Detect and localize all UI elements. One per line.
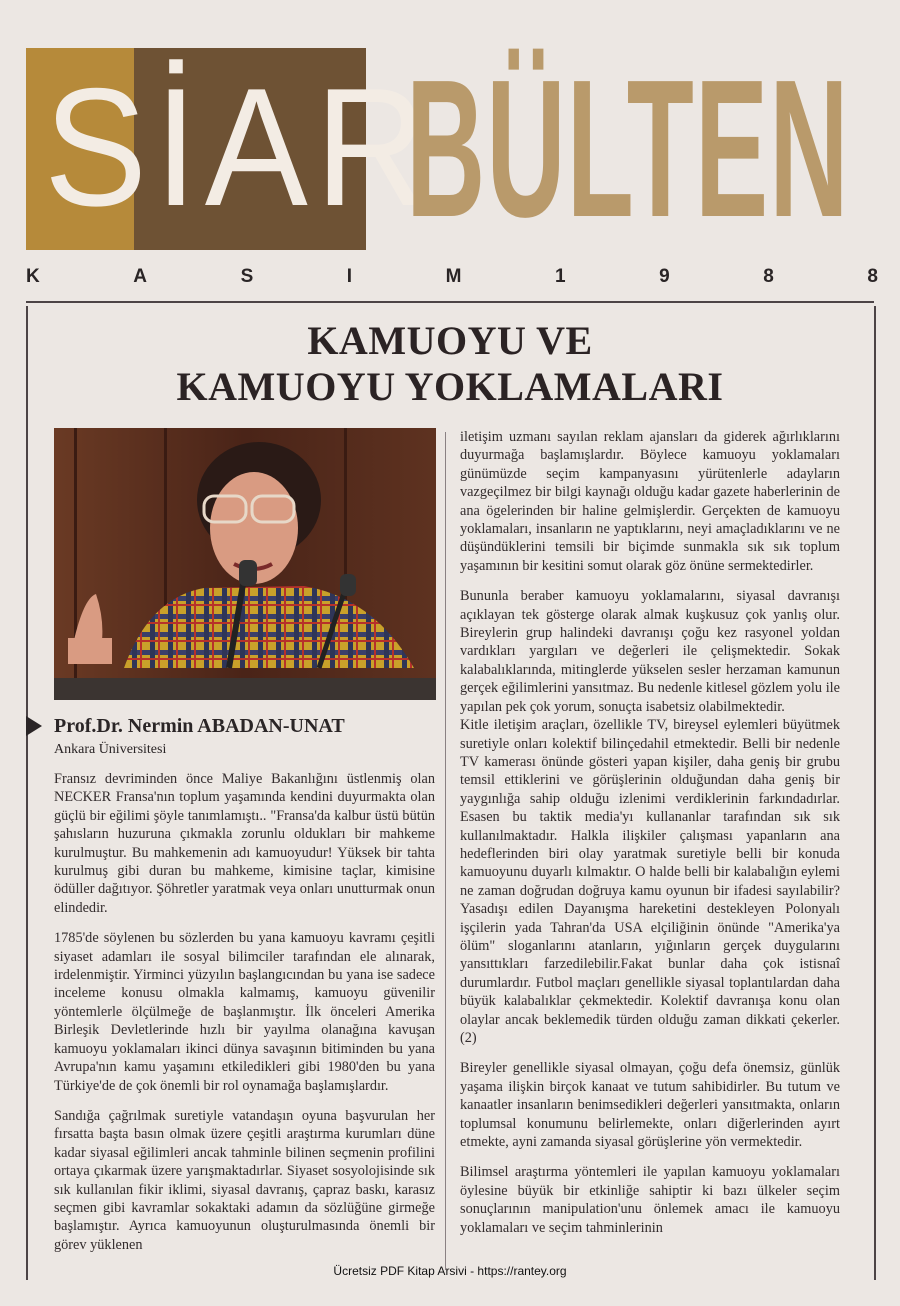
article-headline — [60, 318, 840, 410]
author-photo — [54, 428, 436, 700]
paragraph: Fransız devriminden önce Maliye Bakanlığını üstlenmiş olan NECKER Fransa'nın toplum yaşamında kendini duyurmakta olan güçlü bir eğilimi şöyle tanımlamıştı.. "Fransa'da kalbur üstü bütün şahısların huzuruna çıkmakla zorunlu oldukları bir mahkeme kurulmuştur. Bu mahkemenin adı kamuoyudur! Yüksek bir tahta kurulmuş gibi duran bu mahkeme, kimisine taçlar, kimisine ödüller dağıtıyor. Şöhretler yaratmak veya onları unutturmak onun elindedir. — [54, 771, 435, 916]
left-column — [54, 770, 435, 1266]
paragraph: Bireyler genellikle siyasal olmayan, çoğu defa önemsiz, günlük yaşama ilişkin birçok kanaat ve tutum sahibidirler. Bu tutum ve kanaatler insanların benimsedikleri değerleri yansıtmakta, onların toplumsal konumunu belirlemekte, onları diğerlerinden ayırt etmekte, ayni zamanda siyasal görüşlerine yön vermektedir. — [460, 1060, 840, 1151]
masthead-rule — [26, 301, 874, 303]
bulletin-title-block — [406, 39, 876, 258]
dateline-letter: 9 — [659, 266, 670, 287]
issue-dateline — [26, 264, 878, 290]
bulletin-title: BÜLTEN — [406, 39, 850, 258]
dateline-letter: 8 — [867, 266, 878, 287]
dateline-letter: 8 — [763, 266, 774, 287]
paragraph: iletişim uzmanı sayılan reklam ajansları da giderek ağırlıklarını duyurmağa başlamışlardır. Böylece kamuoyu yoklamaları günümüzde seçim kampanyasını yürütenlerle adayların vazgeçilmez bir bilgi kaynağı olduğu kadar gazete haberlerinin de ana ögelerinden bir haline gelmişlerdir. Gerçekten de kamuoyu yoklamaları, insanların ne yaptıklarını, neyi amaçladıklarını ve ne düşündüklerini temsili bir biçimde sunmakla sık sık toplum yaşamının bir kesitini somut olarak göz önüne sermektedirler. — [460, 429, 840, 574]
paragraph: Bununla beraber kamuoyu yoklamalarını, siyasal davranışı açıklayan tek gösterge olarak almak kuşkusuz çok yanlış olur. Bireylerin grup halindeki davranışı çoğu kez rasyonel yoldan vardıkları yargıları ve değerleri ile çelişmektedir. Sokak kalabalıklarında, mitinglerde yükselen sesler herzaman kamunun gerçek eğilimlerini yansıtmaz. Bu nedenle kitlesel gözlem yolu ile yapılan pek çok yorum, sonuçta isabetsiz olabilmektedir. — [460, 588, 840, 715]
dateline-letter: A — [133, 266, 148, 287]
speaker-portrait-image — [54, 428, 436, 700]
dateline-letter: 1 — [555, 266, 566, 287]
paragraph: Kitle iletişim araçları, özellikle TV, bireysel eylemleri büyütmek suretiyle onları kolektif bilinçedahil etmektedir. Belli bir nedenle TV kamerası önünde gösteri yapan kişiler, daha geniş bir grubu temsil ettiklerini ve görüşlerinin olduğundan daha geniş bir yaygınlığa sahip olduğu izlenimi verdiklerinin farkındadırlar. Esasen bu taktik media'yı kullananlar tarafından sık sık kullanılmaktadır. Halkla ilişkiler çalışması yapanların ana hedeflerinden biri olay yaratmak suretiyle belli bir konuda kamuoyunu duyarlı kılmaktır. O halde belli bir kalabalığın eylemi ne zaman doğrudan doğruya kamu oyunun bir ifadesi sayılabilir? Yasadışı edilen Dayanışma hareketini destekleyen Polonyalı işçilerin yada Tahran'da USA elçiliğinin önünde "Amerika'ya ölüm" sloganlarını atanların, yığınların gerçek duygularını yansıttıkları farzedilebilir.Fakat bunlar daha çok istisnaî durumlardır. Futbol maçları genellikle siyasal toplantılardan daha büyük kalabalıklar çekmektedir. Kolektif davranışa konu olan olaylar ancak beklemedik türden olduğu zaman dikkati çekerler. (2) — [460, 717, 840, 1046]
dateline-letter: K — [26, 266, 40, 287]
author-affiliation: Ankara Üniversitesi — [54, 742, 167, 757]
headline-line-2: KAMUOYU YOKLAMALARI — [176, 364, 724, 409]
dateline-letter: I — [346, 266, 353, 287]
paragraph: Sandığa çağrılmak suretiyle vatandaşın oyuna başvurulan her fırsatta başta basın olmak üzere çeşitli araştırma kurumları düne kadar siyasal eğilimleri ancak tahminle bilinen seçmenin profilini ortaya çıkarmak üzere yarışmaktadırlar. Siyaset sosyolojisinde sık sık kullanılan fikir iklimi, siyasal davranış, çapraz baskı, karasız seçmen gibi kavramlar sokaktaki adamın da sözlüğüne girmeğe başlamıştır. Ayrıca kamuoyunun oluşturulmasında önemli bir görev yüklenen — [54, 1107, 435, 1253]
paragraph: Bilimsel araştırma yöntemleri ile yapılan kamuoyu yoklamaları öylesine büyük bir etkinliğe sahiptir ki bazı ülkeler seçim sonuçlarının manipulation'unu önlemek amacı ile kamuoyu yoklamaları ve seçim tahminlerinin — [460, 1164, 840, 1236]
author-name: Prof.Dr. Nermin ABADAN-UNAT — [54, 715, 345, 737]
dateline-letter: M — [445, 266, 462, 287]
siar-logo: SİAR — [44, 53, 435, 241]
author-marker-icon — [26, 716, 42, 736]
siar-logo-block — [26, 48, 435, 250]
dateline-letter: S — [240, 266, 254, 287]
right-column — [460, 428, 840, 1249]
column-divider — [445, 432, 446, 1270]
headline-line-1: KAMUOYU VE — [307, 318, 593, 363]
footer-source-note: Ücretsiz PDF Kitap Arsivi - https://rantey.org — [333, 1264, 567, 1278]
paragraph: 1785'de söylenen bu sözlerden bu yana kamuoyu kavramı çeşitli siyaset adamları ile sosyal bilimciler tarafından ele alınarak, irdelenmiştir. Yirminci yüzyılın başlangıcından bu yana ise sadece inceleme konusu olmakla kalmamış, kamuoyu güvenilir yöntemlerle ölçülmeğe de başlanmıştır. İlk önceleri Amerika Birleşik Devletlerinde hızlı bir yayılma olanağına kavuşan kamuoyu yoklamaları ikinci dünya savaşının bitiminden bu yana Avrupa'nın kamu yaşamını etkiledikleri gibi 1980'den bu yana Türkiye'de de çok önemli bir rol oynamağa başlamışlardır. — [54, 930, 435, 1094]
